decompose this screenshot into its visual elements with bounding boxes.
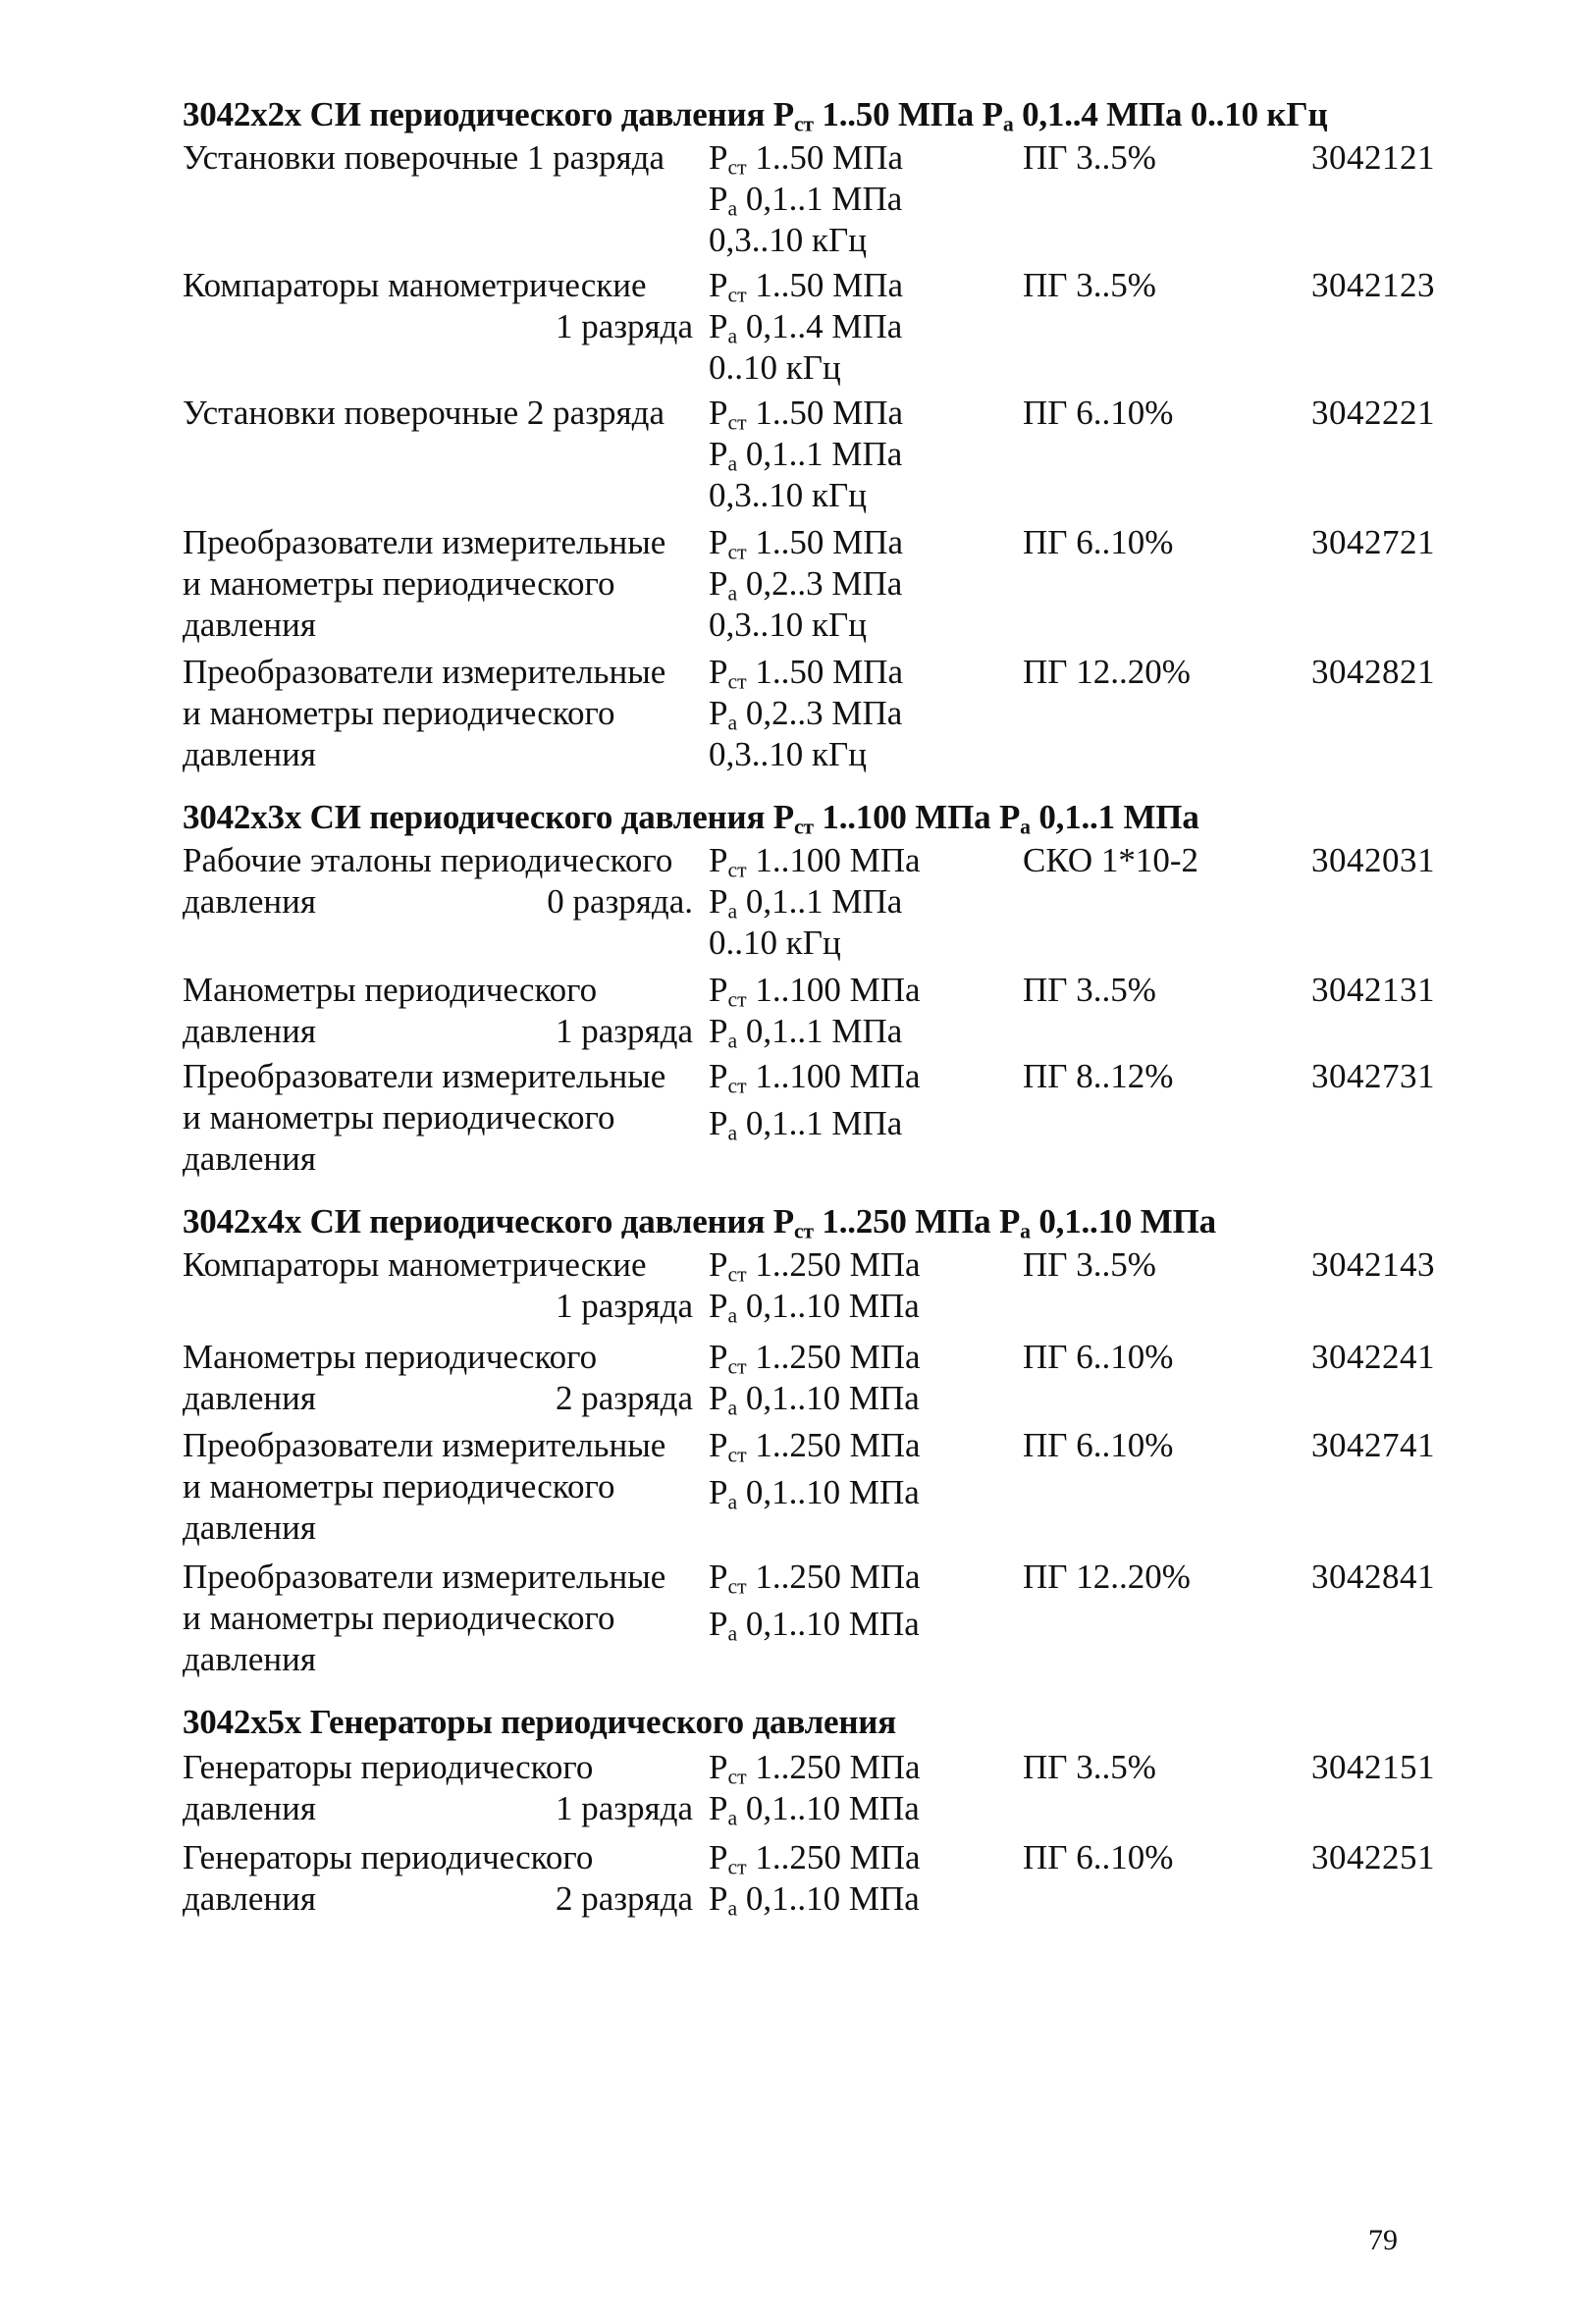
name-line: Преобразователи измерительные [183, 653, 666, 691]
item-params [709, 1425, 921, 1513]
item-name [183, 265, 693, 347]
item-code: 3042221 [1311, 394, 1435, 432]
heading-static-range: 1..50 МПа [822, 95, 983, 133]
param-line: $P_{ст}$ 1..50 МПа [709, 653, 904, 694]
item-name [183, 1244, 693, 1327]
heading-title: 3042х2х СИ периодического давления [183, 95, 773, 133]
item-params [709, 840, 921, 964]
param-line: $P_а$ 0,1..10 МПа [709, 1287, 920, 1328]
name-line: и манометры периодического [183, 1467, 615, 1505]
param-line: $P_{ст}$ 1..50 МПа [709, 523, 904, 564]
name-line: Установки поверочные 2 разряда [183, 394, 665, 432]
param-line: 0,3..10 кГц [709, 476, 867, 514]
item-params [709, 137, 903, 261]
param-line: 0,3..10 кГц [709, 606, 867, 644]
name-line: давления 2 разряда [183, 1879, 693, 1918]
item-name [183, 1837, 693, 1920]
name-line: Рабочие эталоны периодического [183, 841, 673, 879]
item-code: 3042143 [1311, 1245, 1435, 1284]
name-line: давления 1 разряда [183, 1012, 693, 1050]
param-line: $P_{ст}$ 1..50 МПа [709, 266, 904, 307]
heading-title: 3042х4х СИ периодического давления [183, 1202, 773, 1241]
section-heading [183, 1702, 896, 1743]
item-code: 3042731 [1311, 1057, 1435, 1095]
item-code: 3042241 [1311, 1338, 1435, 1376]
name-line: 1 разряда [555, 1287, 693, 1325]
item-params [709, 1747, 921, 1829]
item-params [709, 1557, 921, 1645]
accuracy-value: ПГ 6..10% [1023, 523, 1174, 561]
param-line: $P_{ст}$ 1..250 МПа [709, 1338, 921, 1379]
name-line: давления 0 разряда. [183, 882, 693, 921]
param-line: 0..10 кГц [709, 348, 841, 387]
accuracy-value: ПГ 3..5% [1023, 971, 1156, 1009]
accuracy-value: СКО 1*10-2 [1023, 841, 1198, 879]
name-line: Манометры периодического [183, 971, 598, 1009]
item-name [183, 393, 693, 434]
item-code: 3042151 [1311, 1748, 1435, 1786]
item-code: 3042121 [1311, 138, 1435, 177]
name-line: Преобразователи измерительные [183, 1426, 666, 1464]
item-code: 3042821 [1311, 653, 1435, 691]
heading-amplitude-range: 0,1..4 МПа 0..10 кГц [1022, 95, 1328, 133]
name-line: Установки поверочные 1 разряда [183, 138, 665, 177]
item-params [709, 265, 903, 389]
item-params [709, 1244, 921, 1327]
item-params [709, 1837, 921, 1920]
item-name [183, 137, 693, 179]
subscript-a: а [1002, 112, 1014, 136]
item-code: 3042741 [1311, 1426, 1435, 1464]
heading-amplitude-range: 0,1..10 МПа [1038, 1202, 1216, 1241]
name-line: Преобразователи измерительные [183, 1558, 666, 1596]
item-name [183, 970, 693, 1052]
param-line: $P_а$ 0,1..10 МПа [709, 1473, 920, 1514]
name-line: и манометры периодического [183, 1599, 615, 1637]
name-line: Генераторы периодического [183, 1838, 594, 1876]
param-line: $P_{ст}$ 1..100 МПа [709, 971, 921, 1012]
item-code: 3042031 [1311, 841, 1435, 879]
item-params [709, 393, 903, 516]
param-line: $P_а$ 0,1..10 МПа [709, 1879, 920, 1921]
accuracy-value: ПГ 12..20% [1023, 653, 1191, 691]
param-line: $P_{ст}$ 1..250 МПа [709, 1748, 921, 1789]
item-params [709, 970, 921, 1052]
param-line: $P_{ст}$ 1..250 МПа [709, 1558, 921, 1599]
heading-title: 3042х5х Генераторы периодического давления [183, 1703, 897, 1741]
item-name [183, 1425, 693, 1549]
param-line: 0,3..10 кГц [709, 735, 867, 773]
item-code: 3042131 [1311, 971, 1435, 1009]
name-line: и манометры периодического [183, 1098, 615, 1136]
param-line: $P_а$ 0,2..3 МПа [709, 564, 903, 606]
param-line: $P_а$ 0,1..1 МПа [709, 180, 903, 221]
param-line: $P_{ст}$ 1..250 МПа [709, 1426, 921, 1467]
item-name [183, 840, 693, 923]
item-params [709, 1056, 921, 1144]
name-line: Компараторы манометрические [183, 266, 647, 304]
accuracy-value: ПГ 8..12% [1023, 1057, 1174, 1095]
item-code: 3042123 [1311, 266, 1435, 304]
name-line: давления [183, 606, 316, 644]
param-line: $P_а$ 0,1..10 МПа [709, 1605, 920, 1646]
item-name [183, 1747, 693, 1829]
heading-amplitude-range: 0,1..1 МПа [1038, 798, 1199, 836]
param-line: $P_а$ 0,2..3 МПа [709, 694, 903, 735]
item-name [183, 1337, 693, 1419]
heading-static-range: 1..100 МПа [822, 798, 999, 836]
item-name [183, 1056, 693, 1180]
name-line: Компараторы манометрические [183, 1245, 647, 1284]
name-line: давления 1 разряда [183, 1789, 693, 1827]
accuracy-value: ПГ 3..5% [1023, 266, 1156, 304]
accuracy-value: ПГ 3..5% [1023, 1748, 1156, 1786]
item-code: 3042841 [1311, 1558, 1435, 1596]
param-line: $P_а$ 0,1..4 МПа [709, 307, 903, 348]
param-line: $P_а$ 0,1..1 МПа [709, 882, 903, 924]
item-code: 3042721 [1311, 523, 1435, 561]
name-line: Преобразователи измерительные [183, 523, 666, 561]
name-line: Преобразователи измерительные [183, 1057, 666, 1095]
param-line: $P_а$ 0,1..10 МПа [709, 1789, 920, 1830]
param-line: $P_{ст}$ 1..250 МПа [709, 1245, 921, 1287]
item-params [709, 522, 903, 646]
section-heading: 3042х3х СИ периодического давления $P_{ст}$ 1..100 МПа $P_а$ 0,1..1 МПа [183, 798, 1199, 839]
name-line: давления [183, 735, 316, 773]
accuracy-value: ПГ 3..5% [1023, 1245, 1156, 1284]
param-line: $P_а$ 0,1..1 МПа [709, 1104, 903, 1145]
param-line: $P_а$ 0,1..1 МПа [709, 435, 903, 476]
heading-title: 3042х3х СИ периодического давления [183, 798, 773, 836]
accuracy-value: ПГ 3..5% [1023, 138, 1156, 177]
accuracy-value: ПГ 6..10% [1023, 1838, 1174, 1876]
param-line: $P_{ст}$ 1..250 МПа [709, 1838, 921, 1879]
subscript-st: ст [793, 112, 814, 136]
name-line: Генераторы периодического [183, 1748, 594, 1786]
name-line: и манометры периодического [183, 694, 615, 732]
accuracy-value: ПГ 6..10% [1023, 1426, 1174, 1464]
item-code: 3042251 [1311, 1838, 1435, 1876]
page-number: 79 [1368, 2224, 1398, 2256]
name-line: давления [183, 1139, 316, 1178]
param-line: $P_{ст}$ 1..100 МПа [709, 841, 921, 882]
name-line: Манометры периодического [183, 1338, 598, 1376]
accuracy-value: ПГ 6..10% [1023, 394, 1174, 432]
param-line: $P_а$ 0,1..10 МПа [709, 1379, 920, 1420]
param-line: 0,3..10 кГц [709, 221, 867, 259]
name-line: давления 2 разряда [183, 1379, 693, 1417]
param-line: $P_{ст}$ 1..50 МПа [709, 394, 904, 435]
section-heading: 3042х2х СИ периодического давления $P_{ст}$ 1..50 МПа $P_а$ 0,1..4 МПа 0..10 кГц [183, 95, 1328, 136]
item-name [183, 652, 693, 775]
param-line: $P_{ст}$ 1..50 МПа [709, 138, 904, 180]
item-params [709, 1337, 921, 1419]
item-name [183, 522, 693, 646]
item-params [709, 652, 903, 775]
name-line: 1 разряда [555, 307, 693, 345]
name-line: давления [183, 1640, 316, 1678]
heading-static-range: 1..250 МПа [822, 1202, 999, 1241]
name-line: и манометры периодического [183, 564, 615, 603]
name-line: давления [183, 1508, 316, 1547]
item-name [183, 1557, 693, 1680]
accuracy-value: ПГ 12..20% [1023, 1558, 1191, 1596]
section-heading: 3042х4х СИ периодического давления $P_{ст}$ 1..250 МПа $P_а$ 0,1..10 МПа [183, 1202, 1216, 1243]
accuracy-value: ПГ 6..10% [1023, 1338, 1174, 1376]
param-line: $P_а$ 0,1..1 МПа [709, 1012, 903, 1053]
param-line: 0..10 кГц [709, 924, 841, 962]
param-line: $P_{ст}$ 1..100 МПа [709, 1057, 921, 1098]
